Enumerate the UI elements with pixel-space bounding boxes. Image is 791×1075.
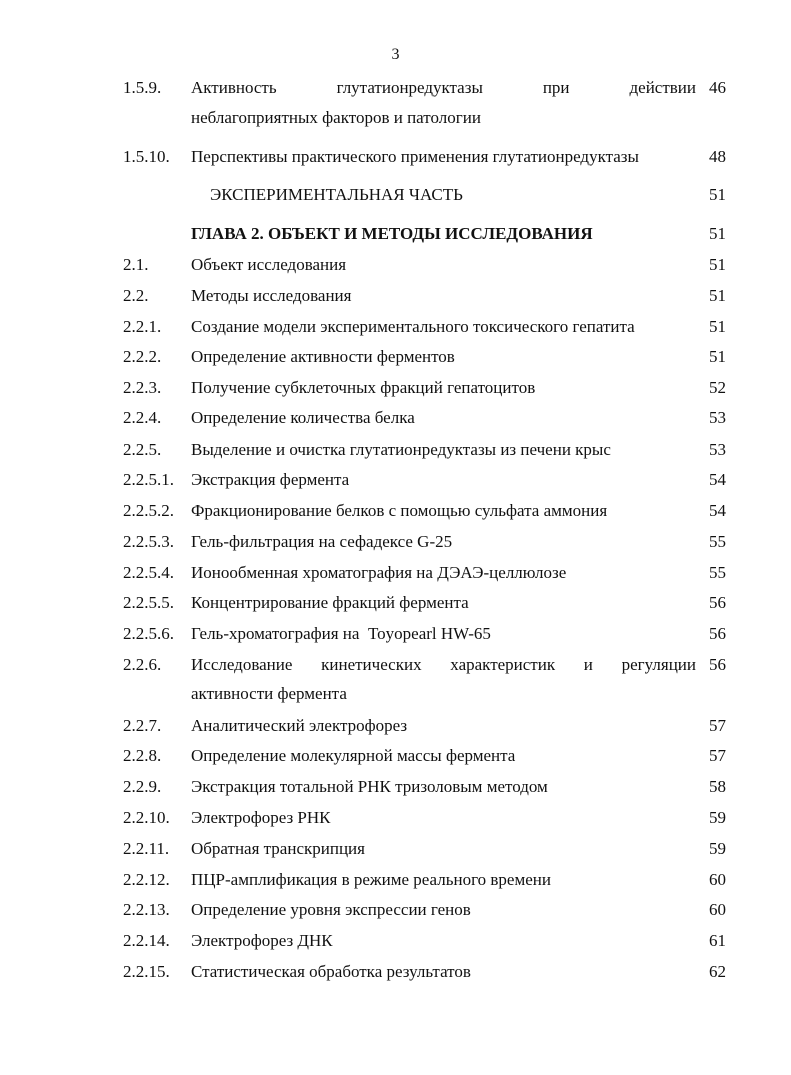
toc-number: 2.2.5.1. [123,470,174,489]
toc-title: Электрофорез РНК [191,808,331,827]
toc-page: 61 [709,931,726,950]
toc-row [0,284,791,308]
toc-title: Статистическая обработка результатов [191,962,471,981]
toc-title: Исследование кинетических характеристик и регуляции [191,655,696,674]
toc-page: 51 [709,317,726,336]
toc-page: 51 [709,224,726,243]
toc-row [0,438,791,462]
toc-number: 2.2.12. [123,870,170,889]
toc-title: Создание модели экспериментального токсического гепатита [191,317,635,336]
toc-number: 2.2.5.6. [123,624,174,643]
toc-page: 56 [709,593,726,612]
toc-page: 60 [709,870,726,889]
toc-row [0,530,791,554]
toc-title: Аналитический электрофорез [191,716,408,735]
toc-title: Объект исследования [191,255,347,274]
toc-row [0,837,791,861]
toc-row [0,376,791,400]
toc-page: 56 [709,655,726,674]
toc-number: 2.2.15. [123,962,170,981]
toc-row [0,145,791,169]
toc-row [0,183,791,207]
toc-title: Экстракция тотальной РНК тризоловым методом [191,777,548,796]
toc-page: 46 [709,78,726,97]
toc-title: неблагоприятных факторов и патологии [191,108,481,127]
toc-page: 57 [709,746,726,765]
toc-row [0,929,791,953]
toc-row [0,222,791,246]
toc-title: Гель-хроматография на Toyopearl HW-65 [191,624,491,643]
toc-title: Получение субклеточных фракций гепатоцитов [191,378,536,397]
toc-page: 52 [709,378,726,397]
toc-page: 56 [709,624,726,643]
toc-page: 54 [709,470,726,489]
toc-number: 2.2.9. [123,777,162,796]
toc-page: 51 [709,347,726,366]
toc-number: 2.2.8. [123,746,162,765]
toc-number: 2.2.4. [123,408,162,427]
toc-page: 55 [709,532,726,551]
toc-page: 48 [709,147,726,166]
toc-row [0,744,791,768]
toc-number: 2.2.5.5. [123,593,174,612]
toc-page: 59 [709,808,726,827]
toc-page: 51 [709,255,726,274]
toc-page: 53 [709,440,726,459]
toc-title: Фракционирование белков с помощью сульфата аммония [191,501,608,520]
toc-chapter-heading: ГЛАВА 2. ОБЪЕКТ И МЕТОДЫ ИССЛЕДОВАНИЯ [191,224,593,243]
toc-page: 57 [709,716,726,735]
toc-title: Электрофорез ДНК [191,931,333,950]
toc-title: Определение количества белка [191,408,415,427]
toc-number: 2.2.10. [123,808,170,827]
toc-number: 2.2.6. [123,655,162,674]
toc-title: Активность глутатионредуктазы при действии [191,78,696,97]
toc-row [0,682,791,706]
toc-row [0,468,791,492]
toc-row [0,806,791,830]
toc-title: Определение активности ферментов [191,347,455,366]
toc-title: Определение уровня экспрессии генов [191,900,471,919]
toc-row [0,315,791,339]
toc-title: Обратная транскрипция [191,839,365,858]
toc-title: Методы исследования [191,286,352,305]
toc-row [0,106,791,130]
toc-title: Перспективы практического применения глутатионредуктазы [191,147,639,166]
toc-title: Выделение и очистка глутатионредуктазы из печени крыс [191,440,611,459]
toc-number: 2.2.14. [123,931,170,950]
toc-title: ПЦР-амплификация в режиме реального времени [191,870,551,889]
toc-row [0,622,791,646]
toc-page: 54 [709,501,726,520]
toc-section-heading: ЭКСПЕРИМЕНТАЛЬНАЯ ЧАСТЬ [210,185,463,204]
toc-number: 2.2.1. [123,317,162,336]
toc-row [0,775,791,799]
toc-number: 2.1. [123,255,149,274]
toc-title: Концентрирование фракций фермента [191,593,469,612]
toc-number: 2.2.11. [123,839,170,858]
toc-row [0,898,791,922]
toc-page: 60 [709,900,726,919]
toc-number: 2.2.7. [123,716,162,735]
toc-title: Экстракция фермента [191,470,350,489]
toc-number: 2.2.5.2. [123,501,174,520]
toc-page: 58 [709,777,726,796]
toc-number: 2.2.5.4. [123,563,174,582]
toc-title: активности фермента [191,684,347,703]
toc-row [0,76,791,100]
toc-number: 2.2.13. [123,900,170,919]
toc-number: 2.2.3. [123,378,162,397]
toc-page: 51 [709,185,726,204]
toc-row [0,591,791,615]
toc-page: 51 [709,286,726,305]
toc-row [0,406,791,430]
toc-page: 59 [709,839,726,858]
toc-row [0,653,791,677]
toc-title: Определение молекулярной массы фермента [191,746,516,765]
toc-title: Ионообменная хроматография на ДЭАЭ-целлюлозе [191,563,567,582]
page-number: 3 [391,46,400,63]
toc-number: 2.2.5. [123,440,162,459]
toc-row [0,253,791,277]
toc-title: Гель-фильтрация на сефадексе G-25 [191,532,453,551]
toc-number: 1.5.9. [123,78,162,97]
toc-page: 53 [709,408,726,427]
toc-number: 2.2.2. [123,347,162,366]
toc-page: 55 [709,563,726,582]
toc-number: 1.5.10. [123,147,170,166]
toc-row [0,345,791,369]
toc-number: 2.2.5.3. [123,532,174,551]
toc-number: 2.2. [123,286,149,305]
toc-row [0,561,791,585]
toc-row [0,714,791,738]
toc-row [0,960,791,984]
toc-page: 62 [709,962,726,981]
toc-row [0,868,791,892]
toc-row [0,499,791,523]
